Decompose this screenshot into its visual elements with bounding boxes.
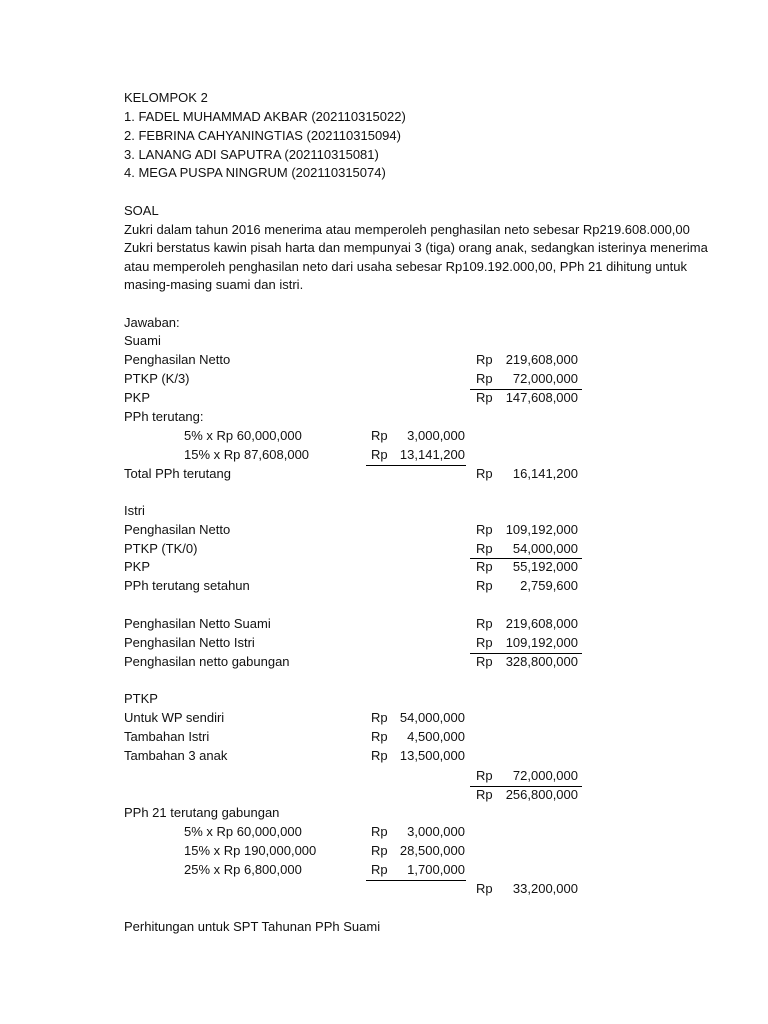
member-3: 3. LANANG ADI SAPUTRA (202110315081) [124,147,379,162]
suami-netto-label: Penghasilan Netto [124,352,231,367]
currency-label: Rp [476,541,493,556]
ptkp-title: PTKP [124,691,158,706]
suami-tier2-label: 15% x Rp 87,608,000 [184,447,310,462]
pph21-tier3-value: 1,700,000 [407,862,465,877]
pph21-tier1-label: 5% x Rp 60,000,000 [184,824,302,839]
soal-line-1: Zukri dalam tahun 2016 menerima atau memperoleh penghasilan neto sebesar Rp219.608.000,00 [124,222,690,237]
currency-label: Rp [371,824,388,839]
ptkp-total-value: 72,000,000 [512,768,578,783]
currency-label: Rp [476,635,493,650]
currency-label: Rp [371,729,388,744]
suami-tier1-label: 5% x Rp 60,000,000 [184,428,302,443]
gabungan-total-label: Penghasilan netto gabungan [124,654,290,669]
currency-label: Rp [476,390,493,405]
jawaban-label: Jawaban: [124,315,180,330]
currency-label: Rp [476,787,493,802]
gabungan-total-value: 328,800,000 [505,654,578,669]
group-title: KELOMPOK 2 [124,90,208,105]
gabungan-istri-label: Penghasilan Netto Istri [124,635,255,650]
suami-tier1-value: 3,000,000 [407,428,465,443]
currency-label: Rp [476,616,493,631]
istri-pph-value: 2,759,600 [520,578,578,593]
currency-label: Rp [476,768,493,783]
istri-ptkp-label: PTKP (TK/0) [124,541,198,556]
pph21-tier2-value: 28,500,000 [399,843,465,858]
suami-pkp-value: 147,608,000 [505,390,578,405]
istri-pkp-label: PKP [124,559,151,574]
footer-heading: Perhitungan untuk SPT Tahunan PPh Suami [124,919,381,934]
pph21-title: PPh 21 terutang gabungan [124,805,280,820]
currency-label: Rp [371,843,388,858]
istri-pph-label: PPh terutang setahun [124,578,250,593]
soal-title: SOAL [124,203,159,218]
currency-label: Rp [371,447,388,462]
member-4: 4. MEGA PUSPA NINGRUM (202110315074) [124,165,386,180]
member-2: 2. FEBRINA CAHYANINGTIAS (202110315094) [124,128,401,143]
gabungan-suami-label: Penghasilan Netto Suami [124,616,271,631]
currency-label: Rp [476,352,493,367]
ptkp-istri-label: Tambahan Istri [124,729,210,744]
member-1: 1. FADEL MUHAMMAD AKBAR (202110315022) [124,109,406,124]
istri-ptkp-value: 54,000,000 [512,541,578,556]
suami-pph-label: PPh terutang: [124,409,204,424]
suami-netto-value: 219,608,000 [505,352,578,367]
suami-tier2-value: 13,141,200 [399,447,465,462]
currency-label: Rp [476,522,493,537]
ptkp-anak-value: 13,500,000 [399,748,465,763]
ptkp-anak-label: Tambahan 3 anak [124,748,228,763]
istri-netto-label: Penghasilan Netto [124,522,231,537]
pph21-total-value: 33,200,000 [512,881,578,896]
suami-ptkp-label: PTKP (K/3) [124,371,190,386]
istri-netto-value: 109,192,000 [505,522,578,537]
soal-line-3: atau memperoleh penghasilan neto dari usaha sebesar Rp109.192.000,00, PPh 21 dihitung untuk [124,259,688,274]
gabungan-istri-value: 109,192,000 [505,635,578,650]
pph21-tier2-label: 15% x Rp 190,000,000 [184,843,317,858]
soal-line-2: Zukri berstatus kawin pisah harta dan mempunyai 3 (tiga) orang anak, sedangkan isterinya menerima [124,240,708,255]
soal-line-4: masing-masing suami dan istri. [124,277,304,292]
currency-label: Rp [476,371,493,386]
currency-label: Rp [371,428,388,443]
istri-pkp-value: 55,192,000 [512,559,578,574]
pph21-tier1-value: 3,000,000 [407,824,465,839]
suami-total-label: Total PPh terutang [124,466,231,481]
currency-label: Rp [476,578,493,593]
ptkp-pkp-value: 256,800,000 [505,787,578,802]
currency-label: Rp [476,559,493,574]
ptkp-wp-value: 54,000,000 [399,710,465,725]
suami-pkp-label: PKP [124,390,151,405]
gabungan-suami-value: 219,608,000 [505,616,578,631]
currency-label: Rp [476,466,493,481]
currency-label: Rp [371,862,388,877]
subtotal-rule [366,465,466,466]
suami-total-value: 16,141,200 [512,466,578,481]
suami-title: Suami [124,333,161,348]
currency-label: Rp [476,654,493,669]
subtotal-rule [366,880,466,881]
suami-ptkp-value: 72,000,000 [512,371,578,386]
pph21-tier3-label: 25% x Rp 6,800,000 [184,862,302,877]
ptkp-istri-value: 4,500,000 [407,729,465,744]
currency-label: Rp [371,710,388,725]
currency-label: Rp [371,748,388,763]
ptkp-wp-label: Untuk WP sendiri [124,710,225,725]
currency-label: Rp [476,881,493,896]
istri-title: Istri [124,503,145,518]
